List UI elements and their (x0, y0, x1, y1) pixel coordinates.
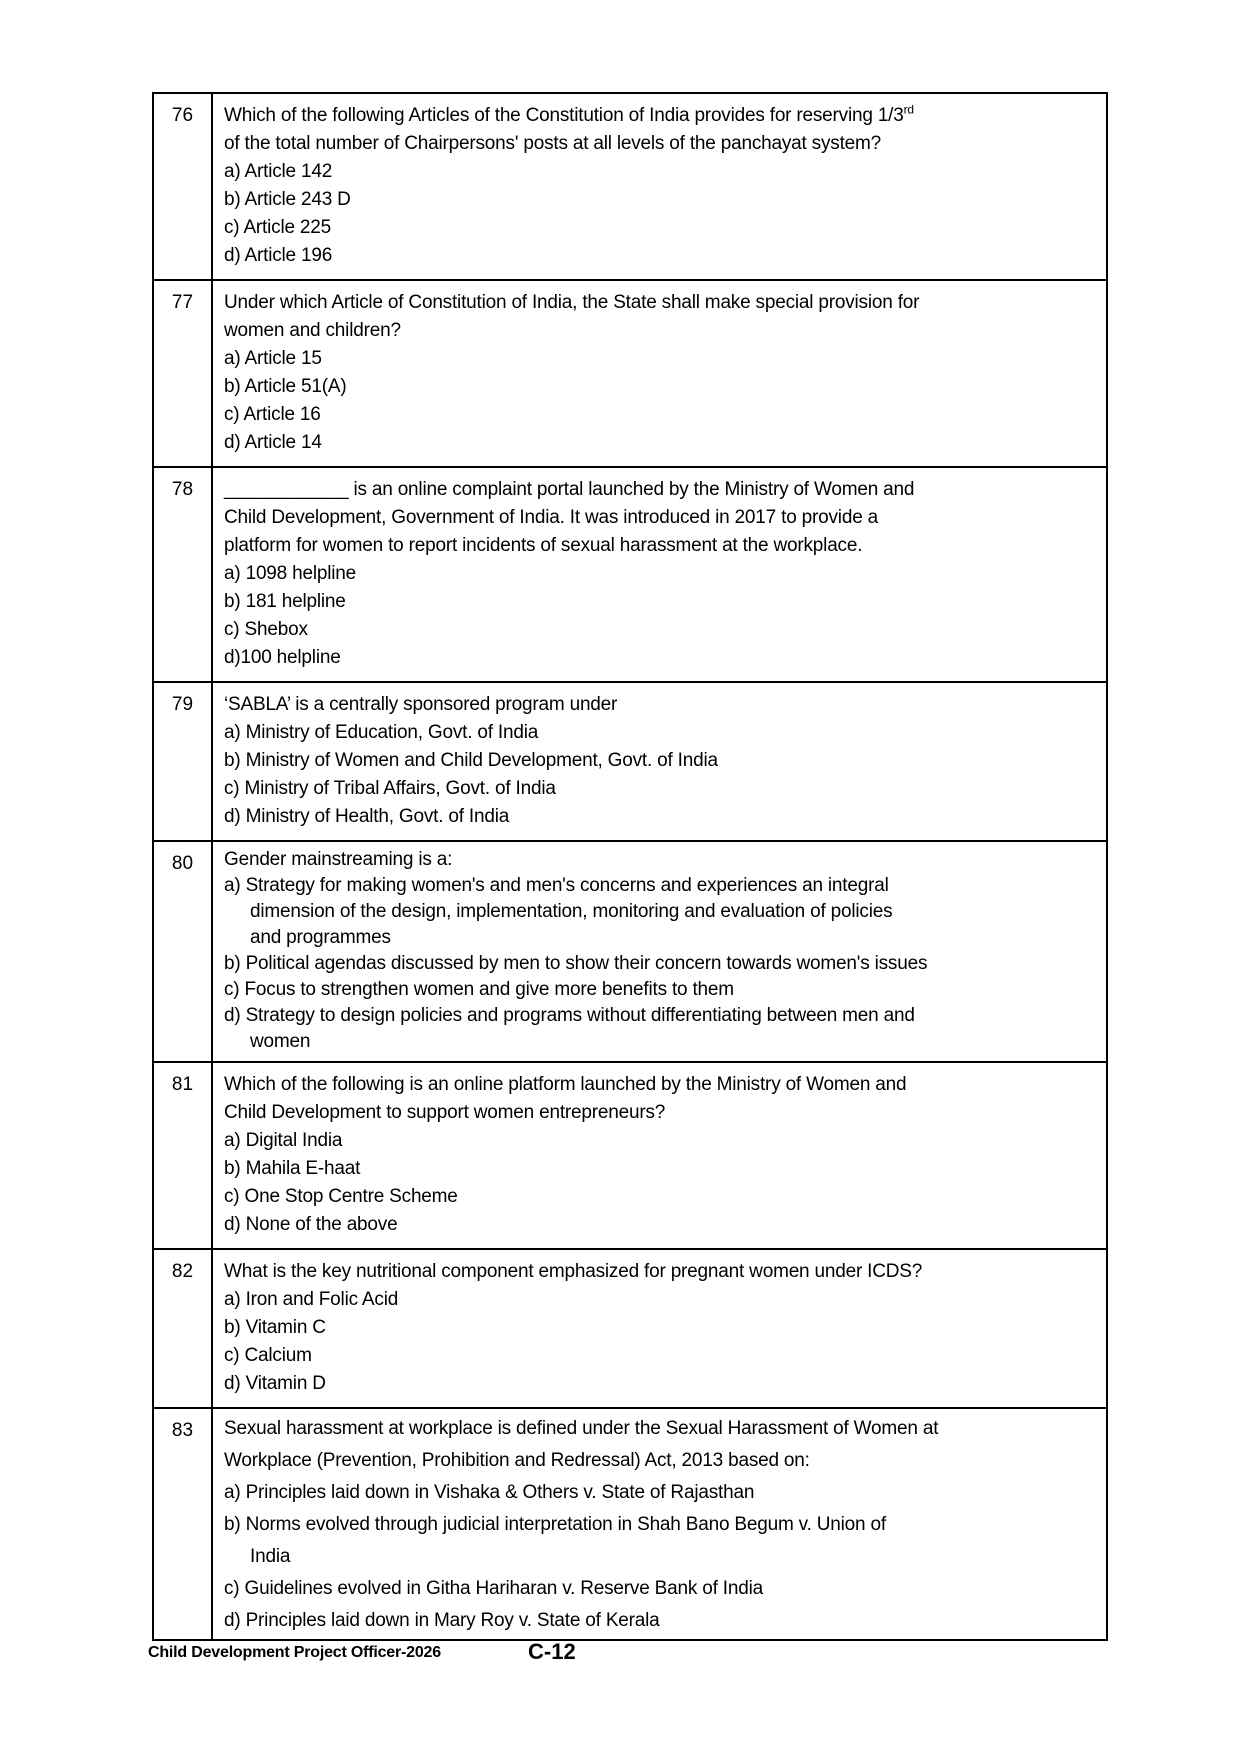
superscript-text: rd (903, 102, 914, 117)
footer-page-code: C-12 (528, 1639, 576, 1664)
question-line: a) Principles laid down in Vishaka & Others v. State of Rajasthan (224, 1482, 755, 1503)
question-content (213, 683, 1106, 840)
question-content (213, 281, 1106, 466)
question-line: Under which Article of Constitution of India, the State shall make special provision for (224, 292, 920, 313)
question-line: Child Development, Government of India. It was introduced in 2017 to provide a (224, 507, 879, 528)
question-number: 82 (154, 1250, 213, 1407)
question-line: b) Ministry of Women and Child Development, Govt. of India (224, 750, 718, 771)
question-content (213, 468, 1106, 681)
question-line: Child Development to support women entrepreneurs? (224, 1102, 666, 1123)
question-number: 81 (154, 1063, 213, 1248)
question-line: ‘SABLA’ is a centrally sponsored program under (224, 694, 618, 715)
question-number: 77 (154, 281, 213, 466)
question-line: of the total number of Chairpersons' posts at all levels of the panchayat system? (224, 133, 882, 154)
question-line: and programmes (250, 927, 391, 948)
question-line: c) Article 225 (224, 217, 332, 238)
question-row-78 (154, 468, 1106, 683)
question-line: a) Strategy for making women's and men's concerns and experiences an integral (224, 875, 889, 896)
question-number: 79 (154, 683, 213, 840)
question-line: b) Article 243 D (224, 189, 351, 210)
question-line: b) Political agendas discussed by men to show their concern towards women's issues (224, 953, 928, 974)
question-line: ____________ is an online complaint portal launched by the Ministry of Women and (224, 479, 915, 500)
question-row-80 (154, 842, 1106, 1063)
question-line: What is the key nutritional component emphasized for pregnant women under ICDS? (224, 1261, 923, 1282)
question-line: platform for women to report incidents of sexual harassment at the workplace. (224, 535, 863, 556)
question-row-81 (154, 1063, 1106, 1250)
question-number: 76 (154, 94, 213, 279)
question-line: c) Shebox (224, 619, 308, 640)
question-row-82 (154, 1250, 1106, 1409)
question-line: Which of the following is an online platform launched by the Ministry of Women and (224, 1074, 907, 1095)
question-line: c) One Stop Centre Scheme (224, 1186, 458, 1207)
question-line: d) Article 196 (224, 245, 333, 266)
question-line: a) Iron and Folic Acid (224, 1289, 399, 1310)
question-line: b) Vitamin C (224, 1317, 326, 1338)
question-content (213, 1250, 1106, 1407)
question-line (224, 102, 1100, 130)
question-line: b) Norms evolved through judicial interpretation in Shah Bano Begum v. Union of (224, 1514, 886, 1535)
question-line: c) Guidelines evolved in Githa Hariharan v. Reserve Bank of India (224, 1578, 763, 1599)
question-row-76 (154, 94, 1106, 281)
question-line: d) Vitamin D (224, 1373, 326, 1394)
question-line: a) 1098 helpline (224, 563, 357, 584)
question-line: Sexual harassment at workplace is defined under the Sexual Harassment of Women at (224, 1418, 939, 1439)
question-number: 80 (154, 842, 213, 1061)
question-line: d) Ministry of Health, Govt. of India (224, 806, 510, 827)
question-line: d) Strategy to design policies and programs without differentiating between men and (224, 1005, 915, 1026)
question-line: Workplace (Prevention, Prohibition and Redressal) Act, 2013 based on: (224, 1450, 810, 1471)
question-line: d)100 helpline (224, 647, 341, 668)
question-line: d) Principles laid down in Mary Roy v. State of Kerala (224, 1610, 660, 1631)
question-line: c) Ministry of Tribal Affairs, Govt. of India (224, 778, 556, 799)
question-row-83 (154, 1409, 1106, 1639)
question-number: 78 (154, 468, 213, 681)
question-line: b) 181 helpline (224, 591, 346, 612)
question-content (213, 94, 1106, 279)
question-row-79 (154, 683, 1106, 842)
question-line: c) Article 16 (224, 404, 321, 425)
question-line: a) Ministry of Education, Govt. of India (224, 722, 539, 743)
question-line: a) Article 142 (224, 161, 333, 182)
line-text: Which of the following Articles of the Constitution of India provides for reserving 1/3 (224, 105, 904, 126)
question-line: c) Calcium (224, 1345, 312, 1366)
question-content (213, 1409, 1106, 1639)
question-row-77 (154, 281, 1106, 468)
question-line: women (250, 1031, 311, 1052)
question-line: d) None of the above (224, 1214, 398, 1235)
question-content (213, 842, 1106, 1061)
question-content (213, 1063, 1106, 1248)
question-line: India (250, 1546, 291, 1567)
question-line: a) Digital India (224, 1130, 343, 1151)
question-line: women and children? (224, 320, 401, 341)
question-line: dimension of the design, implementation, monitoring and evaluation of policies (250, 901, 893, 922)
question-line: b) Mahila E-haat (224, 1158, 361, 1179)
question-line: a) Article 15 (224, 348, 322, 369)
footer-exam-title: Child Development Project Officer-2026 (148, 1644, 441, 1661)
question-line: Gender mainstreaming is a: (224, 849, 453, 870)
question-table (152, 92, 1108, 1641)
question-line: d) Article 14 (224, 432, 322, 453)
question-number: 83 (154, 1409, 213, 1639)
question-line: c) Focus to strengthen women and give more benefits to them (224, 979, 734, 1000)
question-line: b) Article 51(A) (224, 376, 347, 397)
